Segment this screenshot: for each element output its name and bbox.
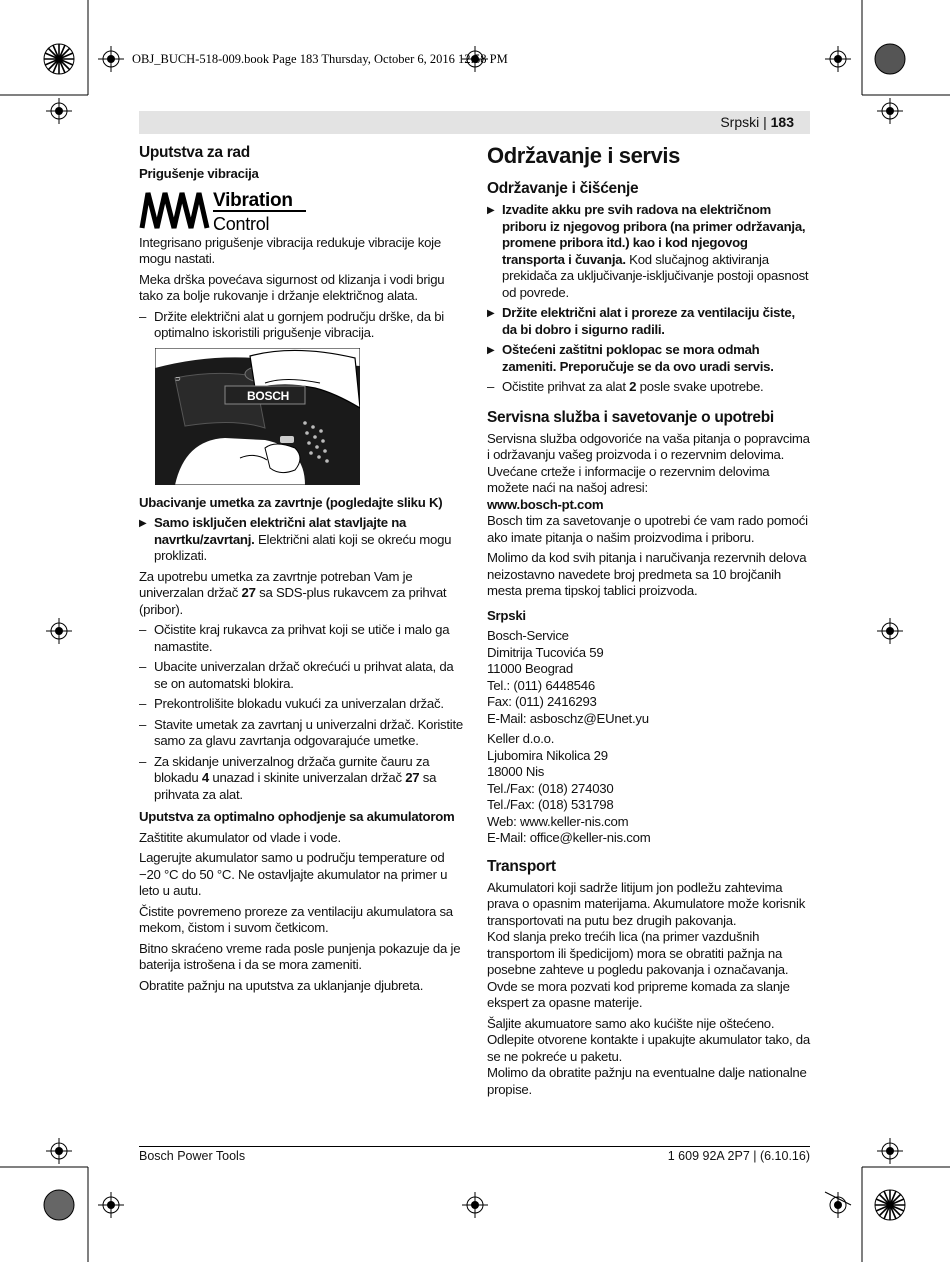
bullet-insert: ▶ Samo isključen električni alat stavljajte na navrtku/zavrtanj. Električni alati koji se okreću mogu proklizati. xyxy=(139,515,452,563)
paragraph-insert: Za upotrebu umetka za zavrtnje potreban Vam je univerzalan držač 27 sa SDS-plus rukavcem za prihvat (pribor). xyxy=(139,568,447,617)
header-page-label: Srpski | 183 xyxy=(720,114,794,130)
paragraph-transport-3: Šaljite akumuatore samo ako kućište nije oštećeno. Odlepite otvorene kontakte i upakujte akumulator tako, da se ne pokreće u paketu. xyxy=(487,1015,810,1064)
header-language: Srpski xyxy=(720,114,760,130)
printer-slug: OBJ_BUCH-518-009.book Page 183 Thursday, October 6, 2016 12:58 PM xyxy=(132,52,508,66)
dash-item-4: – Stavite umetak za zavrtanj u univerzalni držač. Koristite samo za glavu zavrtanja odgovarajuće umetke. xyxy=(139,716,463,748)
registration-target-icon xyxy=(44,44,74,74)
bullet-remove-battery: ▶ Izvadite akku pre svih radova na električnom priboru iz njegovog pribora (na primer održavanja, promene pribora itd.) kao i kod njegovog transporta i čuvanja. Kod slučajnog aktiviranja prekidača za uključivanje-isključivanje postoji opasnost od povrede. xyxy=(487,202,809,300)
dash-clean-chuck: – Očistite prihvat za alat 2 posle svake upotrebe. xyxy=(487,379,764,394)
left-column xyxy=(139,143,465,998)
vibration-control-logo xyxy=(139,187,309,233)
heading-battery: Uputstva za optimalno ophodjenje sa akumulatorom xyxy=(139,809,455,824)
dash-item-1: – Očistite kraj rukavca za prihvat koji se utiče i malo ga namastite. xyxy=(139,622,450,654)
footer-brand: Bosch Power Tools xyxy=(139,1149,246,1163)
svg-text:Vibration: Vibration xyxy=(213,189,293,211)
paragraph-battery-1: Zaštitite akumulator od vlade i vode. xyxy=(139,829,341,845)
address-keller: Keller d.o.o. Ljubomira Nikolica 29 18000 Nis Tel./Fax: (018) 274030 Tel./Fax: (018) 531798 Web: www.keller-nis.com E-Mail: office@keller-nis.com xyxy=(487,731,651,845)
running-header xyxy=(139,111,810,134)
paragraph-service-2: Bosch tim za savetovanje o upotrebi će vam rado pomoći ako imate pitanja o našim proizvodima i priboru. xyxy=(487,513,808,545)
paragraph-battery-5: Obratite pažnju na uputstva za uklanjanje djubreta. xyxy=(139,977,424,993)
footer-rule xyxy=(139,1146,810,1147)
svg-text:⊃: ⊃ xyxy=(175,375,181,383)
paragraph-transport-4: Molimo da obratite pažnju na eventualne dalje nationalne propise. xyxy=(487,1065,807,1097)
paragraph-vibration-2: Meka drška povećava sigurnost od klizanja i vodi brigu tako za bolje rukovanje i držanje električnog alata. xyxy=(139,271,445,303)
svg-text:Control: Control xyxy=(213,213,270,233)
address-bosch-service: Bosch-Service Dimitrija Tucovića 59 11000 Beograd Tel.: (011) 6448546 Fax: (011) 2416293 E-Mail: asboschz@EUnet.yu xyxy=(487,628,649,726)
dash-item-5: – Za skidanje univerzalnog držača gurnite čauru za blokadu 4 unazad i skinite univerzalan držač 27 sa prihvata za alat. xyxy=(139,753,437,802)
heading-insert: Ubacivanje umetka za zavrtnje (pogledajte sliku K) xyxy=(139,494,443,510)
heading-cleaning: Održavanje i čišćenje xyxy=(487,180,639,197)
paragraph-service-3: Molimo da kod svih pitanja i naručivanja rezervnih delova neizostavno navedete broj predmeta sa 10 brojčanih mesta prema tipskoj tablici proizvoda. xyxy=(487,550,807,598)
heading-usage: Uputstva za rad xyxy=(139,144,250,161)
paragraph-transport-1: Akumulatori koji sadrže litijum jon podležu zahtevima prava o opasnim materijama. Akumulatore može korisnik transportovati na putu bez drugih pakovanja. xyxy=(487,879,806,928)
dash-item-3: – Prekontrolišite blokadu vukući za univerzalan držač. xyxy=(139,696,444,711)
paragraph-vibration-1: Integrisano prigušenje vibracija redukuje vibracije koje mogu nastati. xyxy=(139,234,441,266)
footer-doc-id: 1 609 92A 2P7 | (6.10.16) xyxy=(667,1149,810,1163)
tool-grip-illustration xyxy=(155,348,360,485)
right-column xyxy=(487,143,812,1102)
paragraph-battery-2: Lagerujte akumulator samo u području temperature od −20 °C do 50 °C. Ne ostavljajte akumulator na primer u leto u autu. xyxy=(139,850,448,898)
dash-item-vibration: – Držite električni alat u gornjem području drške, da bi optimalno iskoristili prigušenje vibracija. xyxy=(139,308,444,340)
svg-text:BOSCH: BOSCH xyxy=(247,388,290,403)
bullet-keep-clean: ▶ Držite električni alat i proreze za ventilaciju čiste, da bi dobro i sigurno radili. xyxy=(487,305,795,337)
paragraph-transport-2: Kod slanja preko trećih lica (na primer vazdušnih transportom ili špedicijom) mora se obratiti pažnja na posebne zahteve u pogledu pakovanja i označavanja. Ovde se mora pozvati kod pripreme komada za slanje ekspert za opasne materije. xyxy=(487,929,790,1010)
heading-service: Servisna služba i savetovanje o upotrebi xyxy=(487,408,774,426)
bullet-replace-cover: ▶ Oštećeni zaštitni poklopac se mora odmah zameniti. Preporučuje se da ovo uradi servis. xyxy=(487,342,774,374)
heading-transport: Transport xyxy=(487,857,556,875)
heading-vibration: Prigušenje vibracija xyxy=(139,166,259,181)
dash-item-2: – Ubacite univerzalan držač okrećući u prihvat alata, da se on automatski blokira. xyxy=(139,659,454,691)
service-url: www.bosch-pt.com xyxy=(487,496,604,512)
heading-country: Srpski xyxy=(487,607,526,623)
header-page-number: 183 xyxy=(770,114,794,130)
heading-maintenance: Održavanje i servis xyxy=(487,143,680,168)
paragraph-battery-4: Bitno skraćeno vreme rada posle punjenja pokazuje da je baterija istrošena i da se mora zameniti. xyxy=(139,940,461,972)
paragraph-service-1: Servisna služba odgovoriće na vaša pitanja o popravcima i održavanju vašeg proizvoda i o rezervnim delovima. Uvećane crteže i informacije o rezervnim delovima možete naći na našoj adresi: xyxy=(487,430,810,495)
paragraph-battery-3: Čistite povremeno proreze za ventilaciju akumulatora sa mekom, čistom i suvom četkicom. xyxy=(139,903,453,935)
